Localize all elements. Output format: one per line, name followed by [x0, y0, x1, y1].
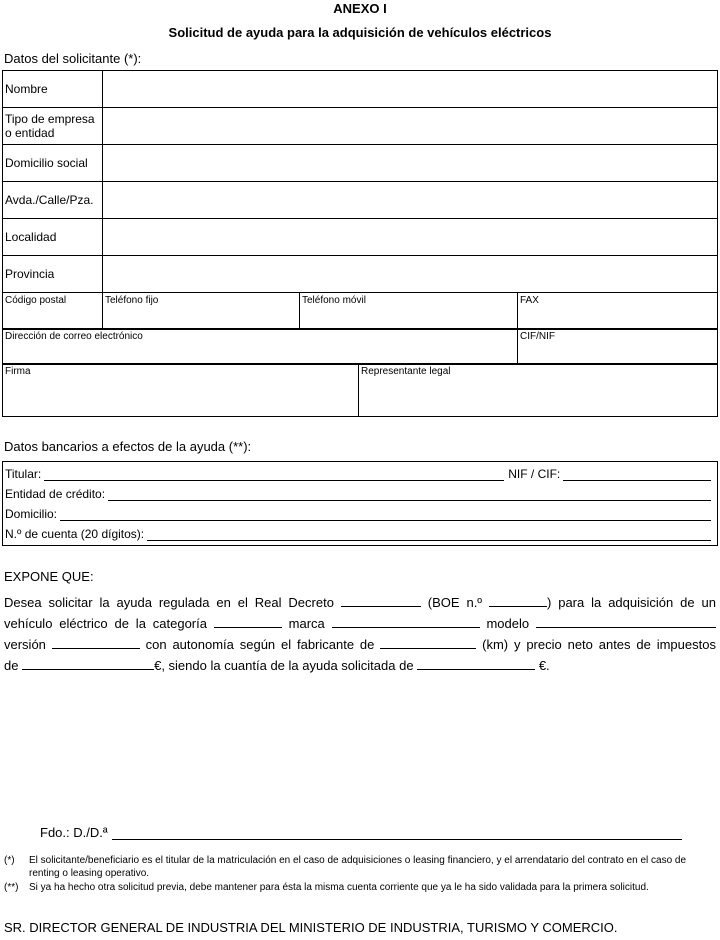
precio-blank[interactable] — [22, 656, 154, 670]
email-cell[interactable] — [3, 329, 518, 365]
cuantia-blank[interactable] — [417, 656, 535, 670]
expone-line-3 — [4, 634, 716, 655]
signature-table — [2, 363, 718, 417]
footer-addressee: SR. DIRECTOR GENERAL DE INDUSTRIA DEL MINISTERIO DE INDUSTRIA, TURISMO Y COMERCIO. — [4, 920, 618, 935]
version-blank[interactable] — [52, 635, 140, 649]
fdo-label: Fdo.: D./D.ª — [40, 825, 108, 840]
firma-label: Firma — [5, 366, 31, 377]
localidad-input-cell[interactable] — [103, 219, 718, 256]
account-line[interactable] — [147, 528, 711, 541]
expone-line-2 — [4, 613, 716, 634]
address-line[interactable] — [60, 508, 711, 521]
autonomia-blank[interactable] — [380, 635, 476, 649]
entity-line[interactable] — [108, 488, 711, 501]
legal-rep-cell[interactable] — [359, 364, 718, 417]
postal-code-label: Código postal — [5, 295, 67, 306]
expone-text-3c: (km) y precio neto antes de impuestos — [482, 637, 716, 652]
marca-blank[interactable] — [332, 614, 480, 628]
mobile-cell[interactable] — [300, 293, 518, 330]
field-label-tipo-empresa — [3, 108, 103, 145]
real-decreto-blank[interactable] — [341, 593, 421, 607]
expone-line-4 — [4, 655, 716, 676]
fax-label: FAX — [520, 295, 539, 306]
expone-text-4b: €, siendo la cuantía de la ayuda solicitada de — [154, 658, 414, 673]
email-table — [2, 328, 718, 365]
holder-line[interactable] — [44, 468, 504, 481]
phone-label: Teléfono fijo — [105, 295, 159, 306]
domicilio-social-input-cell[interactable] — [103, 145, 718, 182]
applicant-section-label: Datos del solicitante (*): — [4, 51, 142, 66]
expone-text-2c: modelo — [486, 616, 530, 631]
field-label-localidad: Localidad — [3, 219, 103, 256]
firma-cell[interactable] — [3, 364, 359, 417]
expone-text-1a: Desea solicitar la ayuda regulada en el Real Decreto — [4, 595, 334, 610]
mobile-label: Teléfono móvil — [302, 295, 366, 306]
expone-heading: EXPONE QUE: — [4, 569, 94, 584]
field-label-nombre: Nombre — [3, 71, 103, 108]
nombre-input-cell[interactable] — [103, 71, 718, 108]
applicant-table — [2, 70, 718, 293]
phone-cell[interactable] — [103, 293, 300, 330]
field-label-tipo-empresa-text: Tipo de empresa o entidad — [5, 112, 95, 140]
field-label-calle: Avda./Calle/Pza. — [3, 182, 103, 219]
expone-text-2a: vehículo eléctrico de la categoría — [4, 616, 207, 631]
calle-input-cell[interactable] — [103, 182, 718, 219]
note-1 — [4, 854, 718, 880]
form-title: Solicitud de ayuda para la adquisición de vehículos eléctricos — [168, 25, 552, 40]
note-2-mark: (**) — [4, 882, 19, 893]
expone-text-1c: ) para la adquisición de un — [546, 595, 716, 610]
tipo-empresa-input-cell[interactable] — [103, 108, 718, 145]
field-label-domicilio-social: Domicilio social — [3, 145, 103, 182]
bank-row-entity — [5, 485, 711, 501]
nif-line[interactable] — [563, 468, 711, 481]
boe-blank[interactable] — [489, 593, 547, 607]
note-1-mark: (*) — [4, 855, 15, 866]
nif-label: NIF / CIF: — [508, 467, 561, 481]
fdo-line[interactable] — [112, 826, 682, 840]
expone-line-1 — [4, 592, 716, 613]
expone-text-1b: (BOE n.º — [427, 595, 483, 610]
fax-cell[interactable] — [518, 293, 718, 330]
email-label: Dirección de correo electrónico — [5, 331, 143, 342]
expone-text-2b: marca — [288, 616, 325, 631]
fdo-row — [40, 825, 682, 840]
note-2 — [4, 881, 718, 894]
address-label: Domicilio: — [5, 507, 58, 521]
modelo-blank[interactable] — [536, 614, 716, 628]
cif-cell[interactable] — [518, 329, 718, 365]
bank-section-label: Datos bancarios a efectos de la ayuda (**): — [4, 439, 252, 454]
cif-label: CIF/NIF — [520, 331, 555, 342]
bank-box — [2, 461, 718, 546]
expone-text-3b: con autonomía según el fabricante de — [145, 637, 375, 652]
category-blank[interactable] — [214, 614, 282, 628]
expone-paragraph — [4, 592, 716, 676]
provincia-input-cell[interactable] — [103, 256, 718, 293]
field-label-provincia: Provincia — [3, 256, 103, 293]
annex-title: ANEXO I — [333, 1, 387, 16]
expone-text-4a: de — [4, 658, 19, 673]
postal-code-cell[interactable] — [3, 293, 103, 330]
note-2-text: Si ya ha hecho otra solicitud previa, debe mantener para ésta la misma cuenta corriente que ya le ha sido validada para la primera solicitud. — [29, 882, 649, 893]
bank-row-holder — [5, 465, 711, 481]
expone-text-3a: versión — [4, 637, 46, 652]
note-1-text: El solicitante/beneficiario es el titular de la matriculación en el caso de adquisiciones o leasing financiero, y el arrendatario del contrato en el caso de renting o leasing operativo. — [29, 855, 687, 879]
expone-text-4c: €. — [538, 658, 550, 673]
legal-rep-label: Representante legal — [361, 366, 451, 377]
entity-label: Entidad de crédito: — [5, 487, 106, 501]
holder-label: Titular: — [5, 467, 42, 481]
bank-row-account — [5, 525, 711, 541]
account-label: N.º de cuenta (20 dígitos): — [5, 527, 145, 541]
bank-row-address — [5, 505, 711, 521]
contact-table — [2, 292, 718, 330]
